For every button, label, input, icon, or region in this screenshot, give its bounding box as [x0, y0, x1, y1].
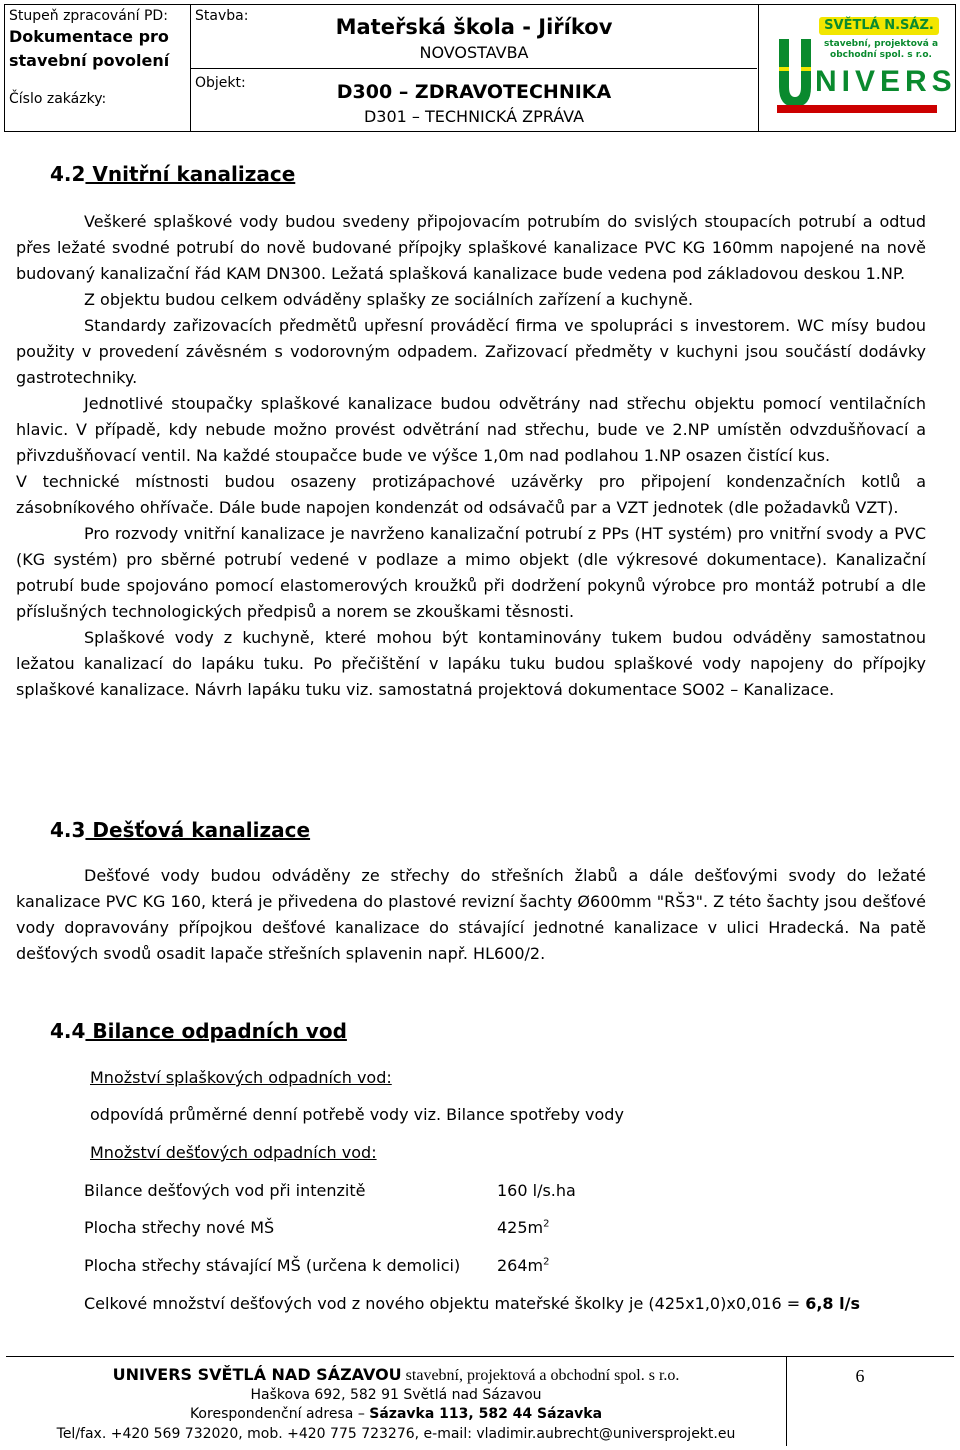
correspondence-value: Sázavka 113, 582 44 Sázavka: [369, 1406, 603, 1422]
section-4-2-heading: [50, 162, 295, 186]
bilance-row-label: Plocha střechy stávající MŠ (určena k demolici): [84, 1256, 461, 1275]
paragraph: Dešťové vody budou odváděny ze střechy do střešních žlabů a dále dešťovými svody do ležaté kanalizace PVC KG 160, která je přivedena do plastové revizní šachty Ø600mm "RŠ3". Z této šachty jsou dešťové vody dopravovány přípojkou dešťové kanalizace do stávající jednotné kanalizace v ulici Hradecká. Na patě dešťových svodů osadit lapače střešních splavenin např. HL600/2.: [16, 866, 926, 963]
section-title: Dešťová kanalizace: [85, 818, 311, 842]
paragraph: Veškeré splaškové vody budou svedeny připojovacím potrubím do svislých stoupacích potrubí a odtud přes ležaté svodné potrubí do nově budované přípojky splaškové kanalizace PVC KG 160mm napojené na nově budovaný kanalizační řád KAM DN300. Ležatá splašková kanalizace bude vedena pod základovou deskou 1.NP.: [16, 212, 926, 283]
title-block-middle: [191, 5, 757, 131]
stage-label: Stupeň zpracování PD:: [9, 8, 168, 24]
page-number: 6: [855, 1366, 865, 1386]
logo-red-strip: [777, 105, 937, 113]
section-number: 4.2: [50, 162, 86, 186]
title-block: [4, 4, 956, 132]
bilance-row-value: [497, 1218, 550, 1237]
company-name: [113, 1365, 680, 1384]
paragraph: V technické místnosti budou osazeny protizápachové uzávěrky pro připojení kondenzačních kotlů a zásobníkového ohřívače. Dále bude napojen kondenzát od odsávačů par a VZT jednotek (dle požadavků VZT).: [16, 472, 926, 517]
order-label: Číslo zakázky:: [9, 91, 107, 107]
section-number: 4.4: [50, 1019, 86, 1043]
title-block-left: [5, 5, 191, 131]
section-number: 4.3: [50, 818, 86, 842]
bilance-row-value: [497, 1256, 550, 1275]
building-title: Mateřská škola - Jiříkov: [335, 15, 613, 39]
logo-wordmark: NIVERS: [815, 65, 957, 98]
company-logo: [758, 5, 956, 131]
footer-correspondence: [6, 1406, 786, 1422]
logo-banner: SVĚTLÁ N.SÁZ.: [819, 17, 939, 35]
univers-logo-graphic: [771, 13, 957, 121]
sewage-text: odpovídá průměrné denní potřebě vody viz. Bilance spotřeby vody: [90, 1105, 624, 1124]
paragraph: Jednotlivé stoupačky splaškové kanalizace budou odvětrány nad střechu objektu pomocí ventilačních hlavic. V případě, kdy nebude možno provést odvětrání nad střechu, bude ve 2.NP umístěn odvzdušňovací a přivzdušňovací ventil. Na každé stoupačce bude ve výšce 1,0m nad podlahou 1.NP osazen čistící kus.: [16, 394, 926, 465]
paragraph: Z objektu budou celkem odváděny splašky ze sociálních zařízení a kuchyně.: [84, 290, 694, 309]
section-4-2-body: [16, 209, 926, 703]
company-name-rest: stavební, projektová a obchodní spol. s r.o.: [401, 1367, 680, 1384]
footer-contact: Tel/fax. +420 569 732020, mob. +420 775 723276, e-mail: vladimir.aubrecht@universprojekt.eu: [56, 1426, 736, 1442]
object-title: D300 – ZDRAVOTECHNIKA: [336, 81, 612, 103]
company-name-bold: UNIVERS SVĚTLÁ NAD SÁZAVOU: [112, 1365, 402, 1384]
stage-value-2: stavební povolení: [9, 51, 170, 70]
paragraph: Splaškové vody z kuchyně, které mohou být kontaminovány tukem budou odváděny samostatnou ležatou kanalizací do lapáku tuku. Po přečištění v lapáku tuku budou splaškové vody napojeny do přípojky splaškové kanalizace. Návrh lapáku tuku viz. samostatná projektová dokumentace SO02 – Kanalizace.: [16, 628, 926, 699]
logo-u-letter: [777, 39, 813, 109]
total-rainwater: [84, 1294, 860, 1313]
building-subtitle: NOVOSTAVBA: [419, 43, 529, 62]
logo-subtitle: [823, 39, 939, 61]
object-subtitle: D301 – TECHNICKÁ ZPRÁVA: [363, 107, 585, 126]
bilance-row-label: Bilance dešťových vod při intenzitě: [84, 1181, 366, 1200]
building-cell: [191, 5, 757, 69]
value-sup: 2: [543, 1218, 550, 1230]
sewage-heading: Množství splaškových odpadních vod:: [90, 1068, 392, 1087]
logo-subtitle-line-1: stavební, projektová a: [823, 39, 939, 49]
paragraph: Standardy zařizovacích předmětů upřesní prováděcí firma ve spolupráci s investorem. WC mísy budou použity v provedení závěsném s vodorovným odpadem. Zařizovací předměty v kuchyni jsou součástí dodávky gastrotechniky.: [16, 316, 926, 387]
bilance-row-label: Plocha střechy nové MŠ: [84, 1218, 275, 1237]
rain-heading: Množství dešťových odpadních vod:: [90, 1143, 377, 1162]
stage-value-1: Dokumentace pro: [9, 27, 169, 46]
paragraph: Pro rozvody vnitřní kanalizace je navrženo kanalizační potrubí z PPs (HT systém) pro vnitřní svody a PVC (KG systém) pro sběrné potrubí vedené v podlaze a mimo objekt (dle výkresové dokumentace). Kanalizační potrubí bude spojováno pomocí elastomerových kroužků při dodržení pokynů výrobce pro montáž potrubí a dle příslušných technologických předpisů a norem se zkouškami těsnosti.: [16, 524, 926, 621]
bilance-row-value: [497, 1181, 576, 1200]
building-label: Stavba:: [195, 8, 249, 24]
correspondence-label: Korespondenční adresa –: [189, 1406, 370, 1422]
total-value: 6,8 l/s: [805, 1294, 860, 1313]
footer-divider: [786, 1356, 787, 1446]
footer-rule: [6, 1356, 954, 1357]
object-label: Objekt:: [195, 75, 246, 91]
section-title: Vnitřní kanalizace: [85, 162, 296, 186]
value-sup: 2: [543, 1256, 550, 1268]
value-text: 425m: [497, 1218, 544, 1237]
section-4-3-heading: [50, 818, 310, 842]
value-text: 160 l/s.ha: [497, 1181, 576, 1200]
total-text: Celkové množství dešťových vod z nového objektu mateřské školky je (425x1,0)x0,016 =: [84, 1294, 806, 1313]
value-text: 264m: [497, 1256, 544, 1275]
section-4-3-body: [16, 863, 926, 967]
section-4-4-heading: [50, 1019, 347, 1043]
footer-company: [6, 1365, 786, 1385]
footer-address: Haškova 692, 582 91 Světlá nad Sázavou: [250, 1387, 542, 1403]
section-title: Bilance odpadních vod: [85, 1019, 347, 1043]
logo-subtitle-line-2: obchodní spol. s r.o.: [830, 50, 932, 60]
